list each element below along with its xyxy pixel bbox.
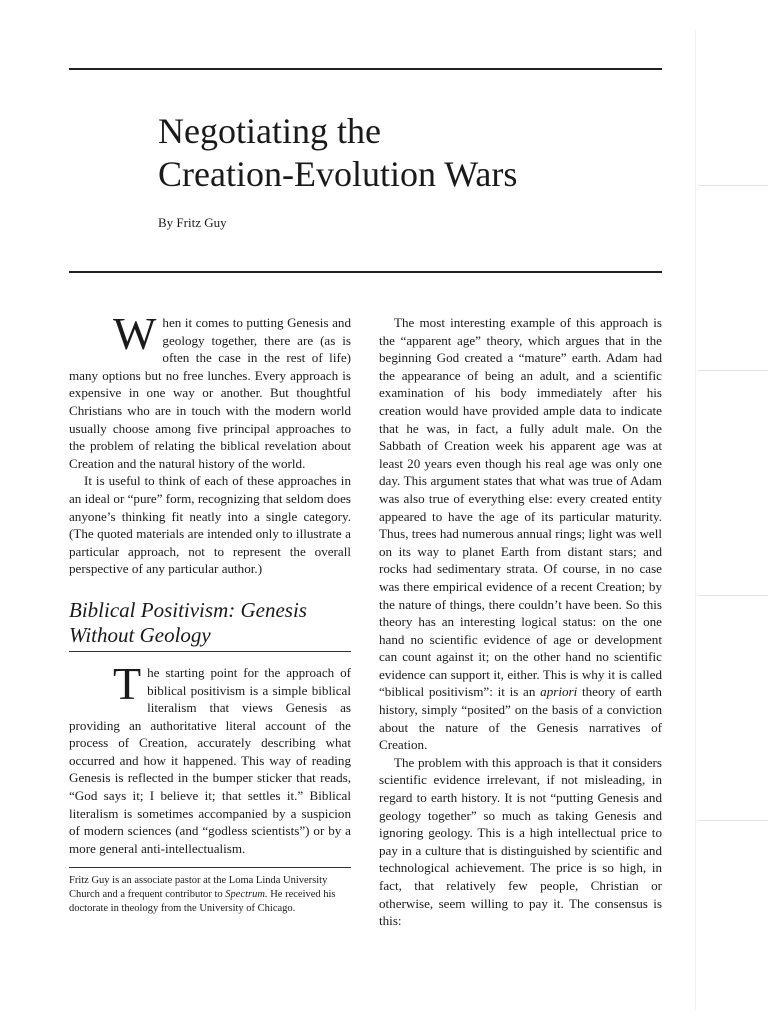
intro-paragraph <box>69 308 351 472</box>
top-rule <box>69 68 662 70</box>
section-paragraph <box>69 657 351 858</box>
section-heading <box>69 598 351 648</box>
edge-mark <box>698 820 768 821</box>
scan-page-edge <box>688 30 768 1010</box>
section-heading-rule <box>69 651 351 652</box>
section-heading-line-2: Without Geology <box>69 622 211 647</box>
section-heading-line-1: Biblical Positivism: Genesis <box>69 597 307 622</box>
title-line-1: Negotiating the <box>158 111 381 151</box>
intro-text: hen it comes to putting Genesis and geology together, there are (as is often the case in the rest of life) many options but no free lunches. Every approach is expensive in one way or another. But thoughtful Christians who are in touch with the modern world usually choose among five principal approaches to the problem of relating the biblical revelation about Creation and the natural history of the world. <box>69 315 351 471</box>
right-column <box>379 314 662 930</box>
edge-mark <box>698 370 768 371</box>
section-drop-cap: T <box>113 657 142 709</box>
header-rule <box>69 271 662 273</box>
right-para-1-text-b: theory of earth history, simply “posited” on the basis of a conviction about the nature of the Genesis narratives of Creation. <box>379 684 662 753</box>
second-paragraph: It is useful to think of each of these approaches in an ideal or “pure” form, recognizing that seldom does anyone’s thinking fit neatly into a single category. (The quoted materials are intended only to illustrate a particular approach, not to represent the overall perspective of any particular author.) <box>69 473 351 577</box>
edge-mark <box>698 185 768 186</box>
page-edge-line <box>695 30 696 1010</box>
right-paragraph-1 <box>379 314 662 754</box>
title-line-2: Creation-Evolution Wars <box>158 154 518 194</box>
edge-mark <box>698 595 768 596</box>
article-title <box>158 110 658 196</box>
left-column <box>69 308 351 916</box>
footnote-rule <box>69 867 351 868</box>
footnote-journal-name: Spectrum. <box>225 889 268 901</box>
right-para-1-italic: apriori <box>540 684 578 700</box>
author-footnote <box>69 874 351 916</box>
right-para-1-text-a: The most interesting example of this approach is the “apparent age” theory, which argues that in the beginning God created a “mature” earth. Adam had the appearance of being an adult, and a scientific examination of his body immediately after his creation would have provided ample data to indicate that he was, in fact, a fully adult male. On the Sabbath of Creation week his apparent age was at least 20 years even though his real age was only one day. This argument states that what was true of Adam was also true of everything else: every created entity appeared to have the age of its particular maturity. Thus, trees had numerous annual rings; light was well on its way to planet Earth from distant stars; and rocks had sedimentary strata. Of course, in no case was there empirical evidence of a recent Creation; by the nature of things, there couldn’t have been. So this theory has an interesting logical status: on the one hand no scientific evidence of age or development can count against it; on the other hand no scientific evidence can support it, either. This is why it is called “biblical positivism”: it is an <box>379 315 662 700</box>
intro-drop-cap: W <box>113 308 157 359</box>
footnote-text-1: Fritz Guy is an associate pastor at the Loma Linda University Church and a frequent contributor to <box>69 875 328 901</box>
right-paragraph-2: The problem with this approach is that it considers scientific evidence irrelevant, if not misleading, in regard to earth history. It is not “putting Genesis and geology together” so much as taking Genesis and ignoring geology. This is a high intellectual price to pay in a culture that is distinguished by scientific and technological achievement. The price is so high, in fact, that relatively few people, Christian or otherwise, seem willing to pay it. The consensus is this: <box>379 754 662 929</box>
footnote-text-2: He received his doctorate in theology from the University of Chicago. <box>69 889 336 915</box>
byline: By Fritz Guy <box>158 215 227 230</box>
section-text: he starting point for the approach of biblical positivism is a simple biblical literalism that views Genesis as providing an authoritative literal account of the process of Creation, accurately describing what occurred and how it happened. This way of reading Genesis is reflected in the bumper sticker that reads, “God says it; I believe it; that settles it.” Biblical literalism is sometimes accompanied by a suspicion of modern sciences (and “godless scientists”) or by a more general anti-intellectualism. <box>69 664 351 856</box>
